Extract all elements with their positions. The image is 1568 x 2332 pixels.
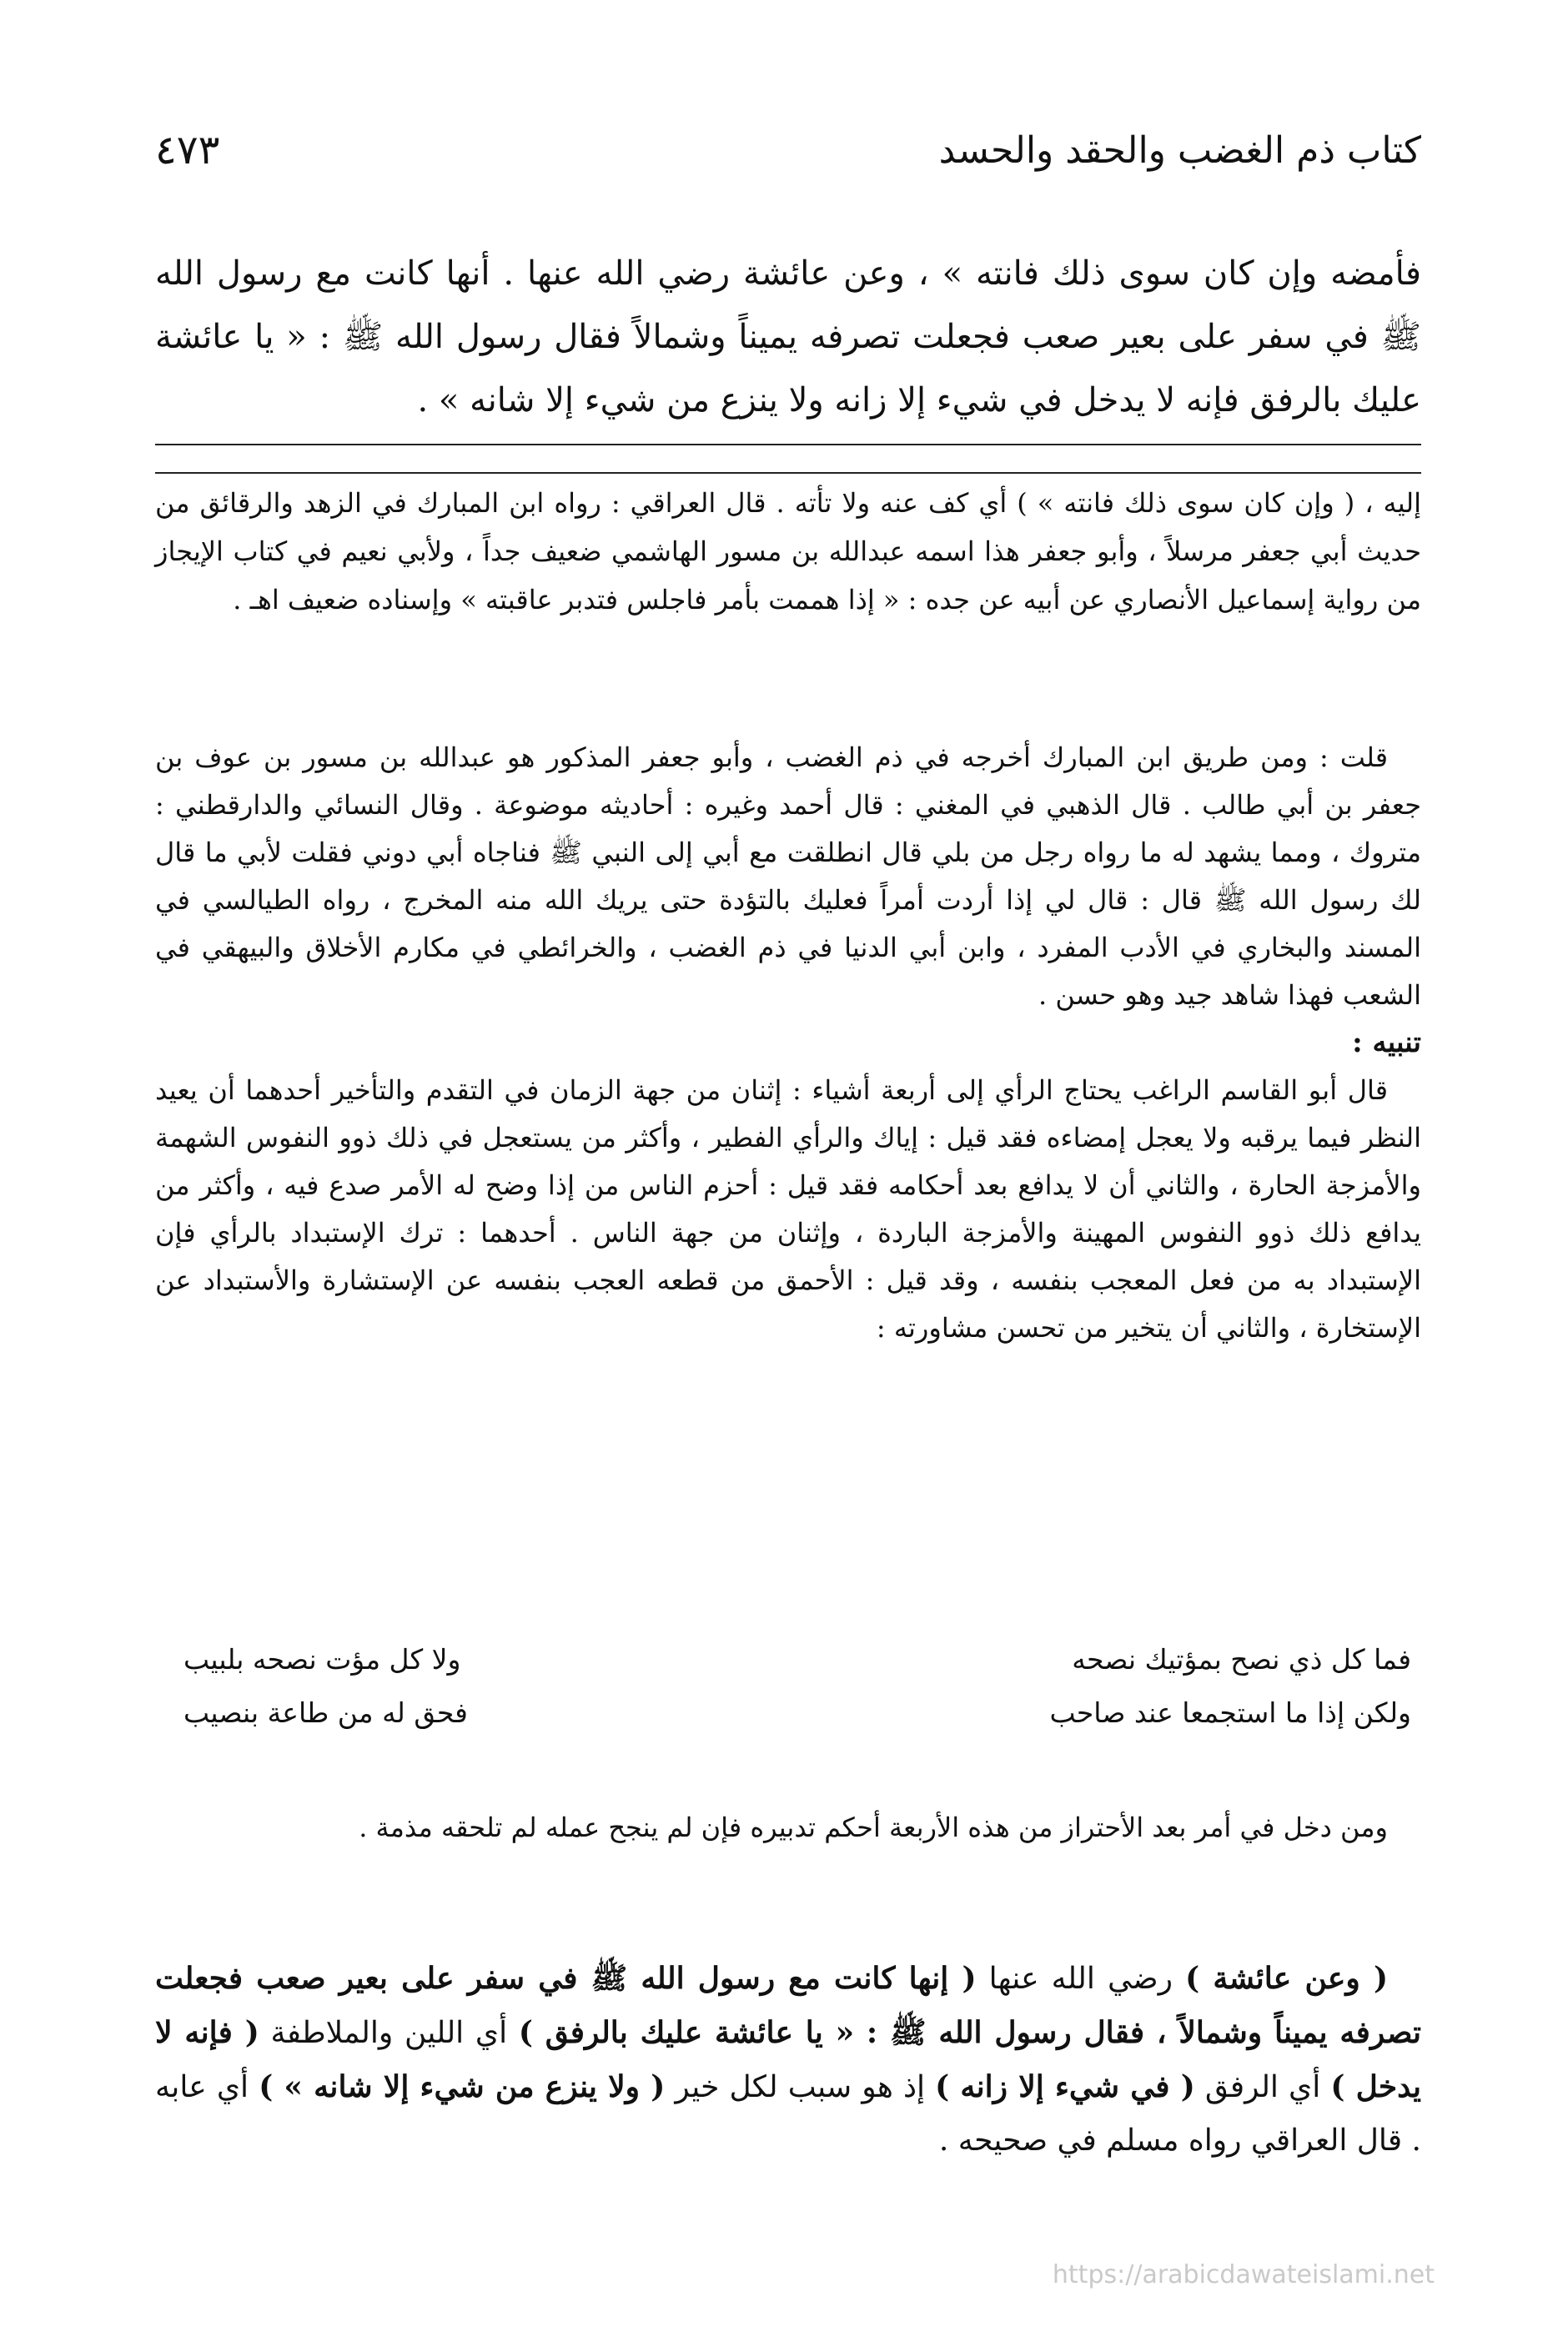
quoted-hadith: ( إنها كانت مع رسول الله ﷺ في سفر على بعير صعب فجعلت تصرفه يميناً وشمالاً ، فقال رسول الله ﷺ : « يا عائشة عليك بالرفق ) — [155, 1961, 1421, 2050]
tanbih-heading: تنبيه : — [1352, 1026, 1421, 1059]
commentary-text: رضي الله عنها — [976, 1962, 1186, 1996]
quoted-hadith: ( وعن عائشة ) — [1185, 1961, 1388, 1996]
quoted-hadith: ( ولا ينزع من شيء إلا شانه » ) — [259, 2069, 666, 2104]
page-header — [155, 117, 1421, 183]
commentary-paragraph: ومن دخل في أمر بعد الأحتراز من هذه الأربعة أحكم تدبيره فإن لم ينجح عمله لم تلحقه مذمة . — [359, 1812, 1388, 1843]
commentary-block-2 — [155, 734, 1421, 1352]
quoted-hadith: ( في شيء إلا زانه ) — [935, 2069, 1195, 2104]
main-text — [155, 242, 1421, 432]
watermark-url: https://arabicdawateislami.net — [1052, 2260, 1435, 2289]
commentary-paragraph: إليه ، ( وإن كان سوى ذلك فانته » ) أي كف عنه ولا تأته . قال العراقي : رواه ابن المبارك في الزهد والرقائق من حديث أبي جعفر مرسلاً ، وأبو جعفر هذا اسمه عبدالله بن مسور الهاشمي ضعيف جداً ، ولأبي نعيم في كتاب الإيجاز من رواية إسماعيل الأنصاري عن أبيه عن جده : « إذا هممت بأمر فاجلس فتدبر عاقبته » وإسناده ضعيف اهـ . — [155, 487, 1422, 616]
poetry-verses — [155, 1633, 1421, 1740]
commentary-block-3 — [155, 1803, 1421, 1852]
chapter-title: كتاب ذم الغضب والحقد والحسد — [938, 128, 1421, 172]
separator-line — [155, 444, 1421, 445]
main-text-paragraph: فأمضه وإن كان سوى ذلك فانته » ، وعن عائشة رضي الله عنها . أنها كانت مع رسول الله ﷺ في سفر على بعير صعب فجعلت تصرفه يميناً وشمالاً فقال رسول الله ﷺ : « يا عائشة عليك بالرفق فإنه لا يدخل في شيء إلا زانه ولا ينزع من شيء إلا شانه » . — [155, 254, 1421, 420]
commentary-text: إذ هو سبب لكل خير — [665, 2070, 936, 2104]
commentary-block-1 — [155, 479, 1421, 624]
verse-hemistich-right: ولكن إذا ما استجمعا عند صاحب — [1049, 1696, 1411, 1729]
separator-line-2 — [155, 472, 1421, 474]
tanbih-paragraph: قال أبو القاسم الراغب يحتاج الرأي إلى أربعة أشياء : إثنان من جهة الزمان في التقدم والتأخير أحدهما أن يعيد النظر فيما يرقبه ولا يعجل إمضاءه فقد قيل : إياك والرأي الفطير ، وأكثر من يستعجل في ذلك ذوو النفوس الشهمة والأمزجة الحارة ، والثاني أن لا يدافع بعد أحكامه فقد قيل : أحزم الناس من إذا وضح له الأمر صدع فيه ، وأكثر من يدافع ذلك ذوو النفوس المهينة والأمزجة الباردة ، وإثنان من جهة الناس . أحدهما : ترك الإستبداد بالرأي فإن الإستبداد به من فعل المعجب بنفسه ، وقد قيل : الأحمق من قطعه العجب بنفسه عن الإستشارة والأستبداد عن الإستخارة ، والثاني أن يتخير من تحسن مشاورته : — [155, 1074, 1421, 1344]
quoted-hadith: ( فإنه لا يدخل ) — [155, 2015, 1422, 2104]
commentary-text: أي الرفق — [1194, 2070, 1331, 2104]
verse-hemistich-left: فحق له من طاعة بنصيب — [183, 1696, 468, 1729]
commentary-block-4 — [155, 1952, 1421, 2168]
commentary-paragraph — [155, 1952, 1421, 2168]
verse-hemistich-left: ولا كل مؤت نصحه بلبيب — [183, 1643, 461, 1676]
page-number: ٤٧٣ — [155, 127, 220, 173]
verse-line — [155, 1633, 1421, 1686]
verse-hemistich-right: فما كل ذي نصح بمؤتيك نصحه — [1072, 1643, 1411, 1676]
commentary-paragraph: قلت : ومن طريق ابن المبارك أخرجه في ذم الغضب ، وأبو جعفر المذكور هو عبدالله بن مسور بن عوف بن جعفر بن أبي طالب . قال الذهبي في المغني : قال أحمد وغيره : أحاديثه موضوعة . وقال النسائي والدارقطني : متروك ، ومما يشهد له ما رواه رجل من بلي قال انطلقت مع أبي إلى النبي ﷺ فناجاه أبي دوني فقلت لأبي ما قال لك رسول الله ﷺ قال : قال لي إذا أردت أمراً فعليك بالتؤدة حتى يريك الله منه المخرج ، رواه الطيالسي في المسند والبخاري في الأدب المفرد ، وابن أبي الدنيا في ذم الغضب ، والخرائطي في مكارم الأخلاق والبيهقي في الشعب فهذا شاهد جيد وهو حسن . — [155, 741, 1422, 1011]
commentary-text: أي عابه . قال العراقي رواه مسلم في صحيحه . — [155, 2070, 1421, 2158]
verse-line — [155, 1686, 1421, 1740]
commentary-text: أي اللين والملاطفة — [259, 2016, 519, 2050]
